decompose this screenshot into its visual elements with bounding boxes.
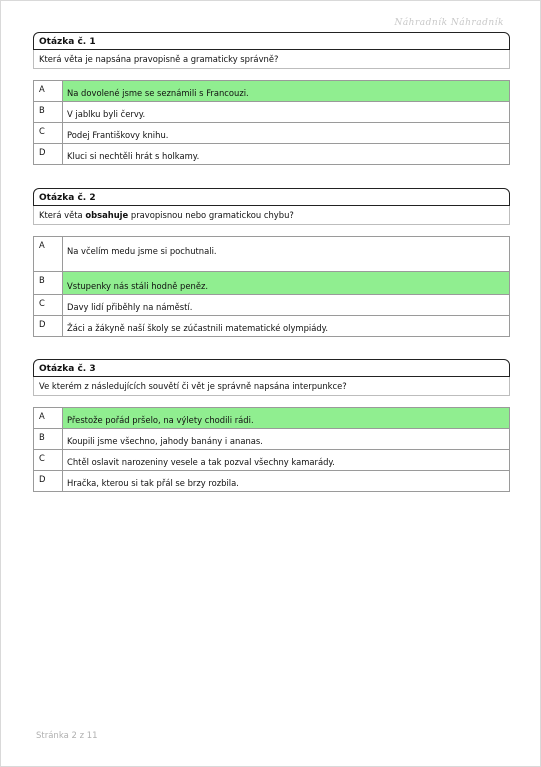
option-c[interactable] bbox=[33, 295, 510, 316]
options-list bbox=[33, 407, 510, 492]
option-d[interactable] bbox=[33, 316, 510, 337]
question-title: Otázka č. 2 bbox=[33, 188, 510, 206]
option-text: Přestože pořád pršelo, na výlety chodili rádi. bbox=[63, 408, 509, 428]
option-text: Podej Františkovy knihu. bbox=[67, 130, 169, 140]
watermark: Náhradník Náhradník bbox=[394, 18, 504, 28]
option-text: Davy lidí přiběhly na náměstí. bbox=[67, 302, 193, 312]
option-letter: D bbox=[34, 144, 63, 164]
option-letter: B bbox=[34, 272, 63, 294]
option-text: Žáci a žákyně naší školy se zúčastnili matematické olympiády. bbox=[67, 323, 329, 333]
question-1 bbox=[33, 32, 510, 165]
option-text: Koupili jsme všechno, jahody banány i ananas. bbox=[67, 436, 263, 446]
option-a[interactable] bbox=[33, 407, 510, 429]
option-letter: A bbox=[34, 237, 63, 271]
option-a[interactable] bbox=[33, 80, 510, 102]
option-d[interactable] bbox=[33, 471, 510, 492]
question-text: Která věta obsahuje pravopisnou nebo gramatickou chybu? bbox=[33, 206, 510, 225]
option-a[interactable] bbox=[33, 236, 510, 272]
option-letter: C bbox=[34, 295, 63, 315]
option-text: Chtěl oslavit narozeniny vesele a tak pozval všechny kamarády. bbox=[67, 457, 335, 467]
question-2 bbox=[33, 188, 510, 337]
option-c[interactable] bbox=[33, 123, 510, 144]
question-3 bbox=[33, 359, 510, 492]
option-text: Na dovolené jsme se seznámili s Francouzi. bbox=[63, 81, 509, 101]
option-b[interactable] bbox=[33, 272, 510, 295]
option-letter: C bbox=[34, 450, 63, 470]
question-text: Která věta je napsána pravopisně a gramaticky správně? bbox=[33, 50, 510, 69]
option-letter: A bbox=[34, 81, 63, 101]
option-letter: D bbox=[34, 471, 63, 491]
option-text: Hračka, kterou si tak přál se brzy rozbila. bbox=[67, 478, 239, 488]
option-letter: B bbox=[34, 102, 63, 122]
question-title: Otázka č. 3 bbox=[33, 359, 510, 377]
options-list bbox=[33, 236, 510, 337]
option-letter: B bbox=[34, 429, 63, 449]
option-letter: C bbox=[34, 123, 63, 143]
option-d[interactable] bbox=[33, 144, 510, 165]
option-text: Na včelím medu jsme si pochutnali. bbox=[67, 246, 217, 256]
option-letter: D bbox=[34, 316, 63, 336]
option-b[interactable] bbox=[33, 102, 510, 123]
option-c[interactable] bbox=[33, 450, 510, 471]
option-text: V jablku byli červy. bbox=[67, 109, 146, 119]
option-letter: A bbox=[34, 408, 63, 428]
page-number: Stránka 2 z 11 bbox=[36, 731, 98, 741]
option-text: Vstupenky nás stáli hodně peněz. bbox=[63, 272, 509, 294]
option-b[interactable] bbox=[33, 429, 510, 450]
option-text: Kluci si nechtěli hrát s holkamy. bbox=[67, 151, 200, 161]
question-title: Otázka č. 1 bbox=[33, 32, 510, 50]
question-text: Ve kterém z následujících souvětí či vět je správně napsána interpunkce? bbox=[33, 377, 510, 396]
options-list bbox=[33, 80, 510, 165]
